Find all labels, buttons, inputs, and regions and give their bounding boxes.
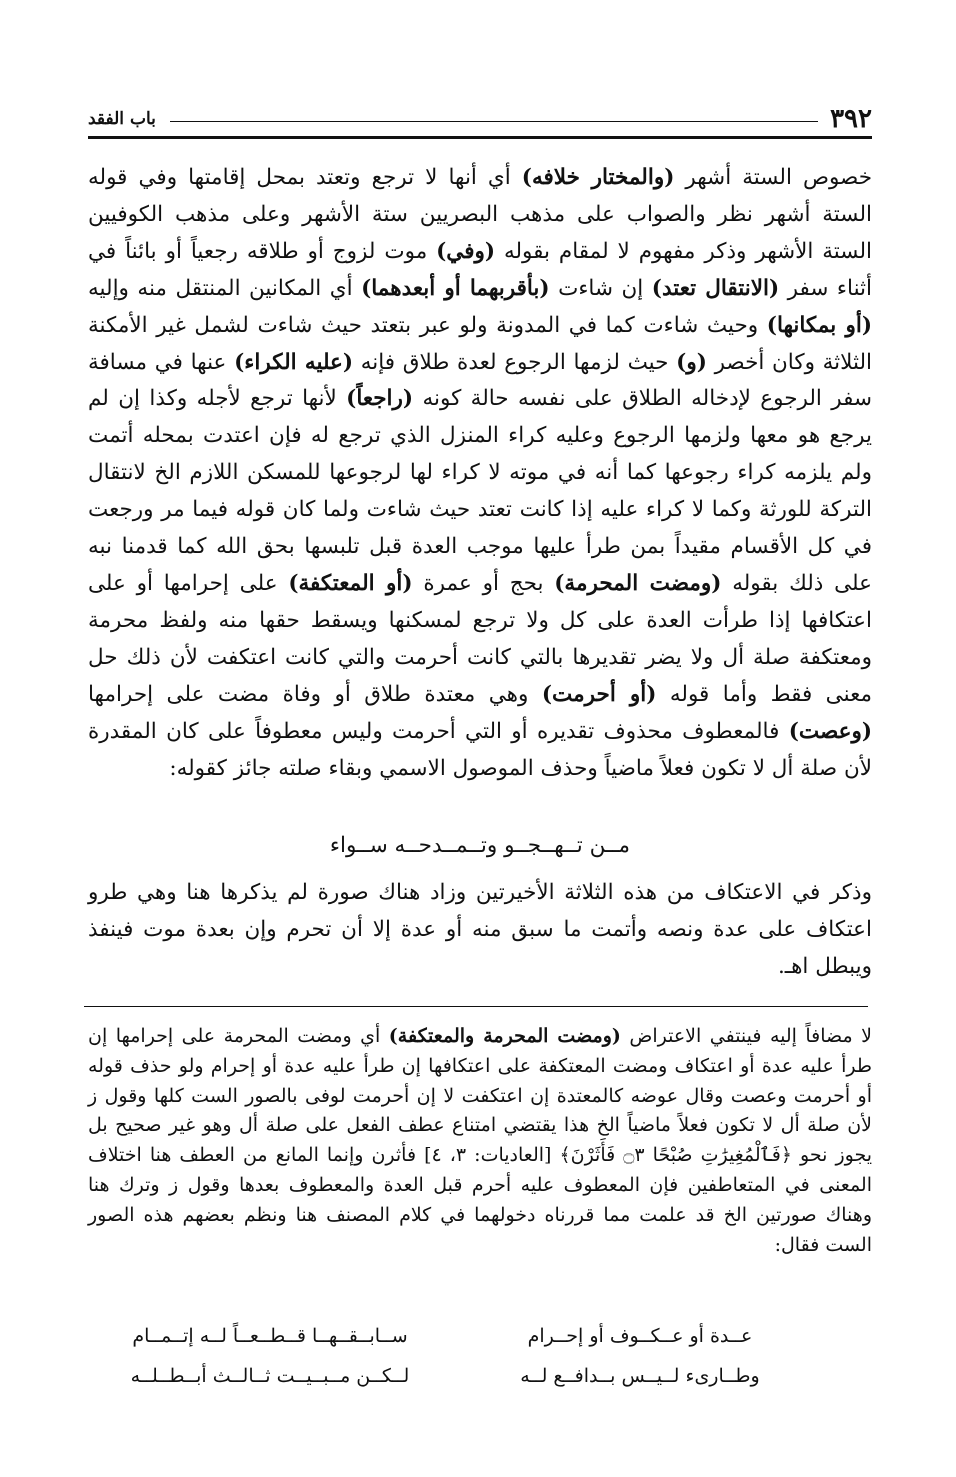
matn-quote: (ومضت المحرمة) bbox=[554, 570, 722, 596]
body-text-segment: أي المكانين المنتقل منه وإليه bbox=[88, 275, 362, 301]
matn-quote: (راجعاً) bbox=[346, 386, 414, 412]
matn-quote: (بأقربهما أو أبعدهما) bbox=[361, 275, 550, 301]
matn-quote: (وعصت) bbox=[788, 718, 872, 744]
body-text-segment: حيث لزمها الرجوع لعدة طلاق فإنه bbox=[353, 349, 677, 375]
chapter-title: باب الفقد bbox=[88, 109, 156, 129]
matn-quote: (عليه الكراء) bbox=[234, 349, 354, 375]
matn-quote: (أو المعتكفة) bbox=[288, 570, 413, 596]
poem-hemistich-second: لــكــن مــبــيــت ثــالــث أبــطــلــه bbox=[130, 1365, 410, 1387]
matn-quote: (و) bbox=[676, 349, 707, 375]
page-header bbox=[88, 98, 872, 132]
poem-hemistich-second: ســابــقــهــا قــطــعــاً لــه إتــمــام bbox=[132, 1325, 408, 1347]
body-text-segment: على إحرامها أو على اعتكافها إذا طرأت العدة على كل ولا ترجع لمسكنها ويسقط حقها منه ولفظ محرمة ومعتكفة صلة أل ولا يضر تقديرها بالتي كانت أحرمت والتي كانت اعتكفت لأن ذلك حل معنى فقط وأما قوله bbox=[88, 570, 872, 707]
body-text-segment: بحج أو عمرة bbox=[412, 570, 555, 596]
body-text-segment: أي أنها لا ترجع وتعتد بمحل إقامتها وفي قوله الستة أشهر نظر والصواب على مذهب البصريين ستة الأشهر وعلى مذهب الكوفيين الستة الأشهر وذكر مفهوم لا لمقام بقوله bbox=[88, 165, 872, 264]
body-text-segment: لأنها ترجع لأجله وكذا إن لم يرجع هو معها ولزمها الرجوع وعليه كراء المنزل الذي ترجع له فإن اعتدت بمحله أتمت ولم يلزمه كراء رجوعها كما أنه في موته لا كراء لها لرجوعها للمسكن اللازم الخ لانتقال التركة للورثة وكما لا كراء عليه إذا كانت تعتد حيث شاءت ولما كان قوله فيما مر ورجعت في كل الأقسام مقيداً بمن طرأ عليها موجب العدة قبل تلبسها بحق الله كما قدمنا نبه على ذلك بقوله bbox=[88, 386, 872, 596]
body-text-segment: موت لزوج أو طلاقه رجعياً أو بائناً في أثناء سفر bbox=[88, 238, 873, 301]
body-text-segment: عنها في مسافة سفر الرجوع لإدخاله الطلاق على نفسه حالة كونه bbox=[88, 349, 872, 412]
poem-hemistich-first: وطــارىء لــيــس بــدافــع لــه bbox=[520, 1365, 760, 1387]
body-text-segment: إن شاءت bbox=[549, 275, 652, 301]
matn-quote: (أو بمكانها) bbox=[766, 312, 872, 338]
footnote-text bbox=[88, 1022, 872, 1260]
body-text-segment: وحيث شاءت كما في المدونة ولو عبر بتعتد حيث شاءت لشمل غير الأمكنة الثلاثة وكان أخصر bbox=[88, 312, 873, 375]
poem-line bbox=[110, 1356, 800, 1396]
quran-verse: ﴿فَٱلْمُغِيرَٰتِ صُبْحًا ۝٣ فَأَثَرْنَ﴾ bbox=[559, 1144, 793, 1167]
main-body-text bbox=[88, 160, 872, 787]
footnote-segment: [العاديات: ٣، ٤] فأثرن وإنما المانع من العطف هنا اختلاف المعنى في المتعاطفين فإن المعطوف عليه أحرم قبل العدة والمعطوف بعدها وقول ز وترك هنا وهناك صورتين الخ قد علمت مما قررناه دخولهما في كلام المصنف هنا ونظم بعضهم هذه الصور الست فقال: bbox=[88, 1144, 872, 1256]
page-number: ٣٩٢ bbox=[830, 104, 872, 134]
header-divider-short bbox=[170, 121, 818, 122]
body-text-segment: خصوص الستة أشهر bbox=[674, 165, 872, 190]
body-text-segment: فالمعطوف محذوف تقديره أو التي أحرمت وليس معطوفاً على كان المقدرة لأن صلة أل لا تكون فعلاً ماضياً وحذف الموصول الاسمي وبقاء صلته جائز كقوله: bbox=[88, 718, 872, 781]
body-text-segment: وهي معتدة طلاق أو وفاة مضت على إحرامها bbox=[88, 681, 542, 707]
matn-quote: (الانتقال تعتد) bbox=[651, 275, 780, 301]
closing-paragraph: وذكر في الاعتكاف من هذه الثلاثة الأخيرتين وزاد هناك صورة لم يذكرها هنا وهي طرو اعتكاف على عدة ونصه وأتمت ما سبق منه أو عدة إلا أن تحرم وإن بعدة موت فينفذ ويبطل اهـ. bbox=[88, 880, 872, 979]
matn-quote: (أو أحرمت) bbox=[541, 681, 657, 707]
poem-block bbox=[110, 1316, 800, 1396]
poetry-verse: مــن تــهــجــو وتــمــدحــه ســواء bbox=[329, 833, 631, 858]
matn-quote: (والمختار خلافه) bbox=[521, 165, 675, 190]
footnote-segment: لا مضافاً إليه فينتفي الاعتراض bbox=[620, 1025, 872, 1047]
footnote-segment: أي ومضت المحرمة على إحرامها إن طرأ عليه عدة أو اعتكاف ومضت المعتكفة على اعتكافها إن طرأ عليه عدة أو إحرام ولو حذف قوله أو أحرمت وعصت وقال عوضه كالمعتدة إن اعتكفت لا إن أحرمت لوفى بالصور الست كلها وقول ز لأن صلة أل لا تكون فعلاً ماضياً الخ هذا يقتضي امتناع عطف الفعل على صلة أل وهو غير صحيح بل يجوز نحو bbox=[88, 1025, 873, 1167]
header-divider bbox=[88, 136, 872, 139]
footnote-matn-quote: (ومضت المحرمة والمعتكفة) bbox=[388, 1025, 621, 1047]
matn-quote: (وفي) bbox=[436, 238, 496, 264]
poem-hemistich-first: عــدة أو عــكــوف أو إحــرام bbox=[527, 1325, 753, 1347]
footnote-divider bbox=[84, 1006, 868, 1007]
poem-line bbox=[110, 1316, 800, 1356]
